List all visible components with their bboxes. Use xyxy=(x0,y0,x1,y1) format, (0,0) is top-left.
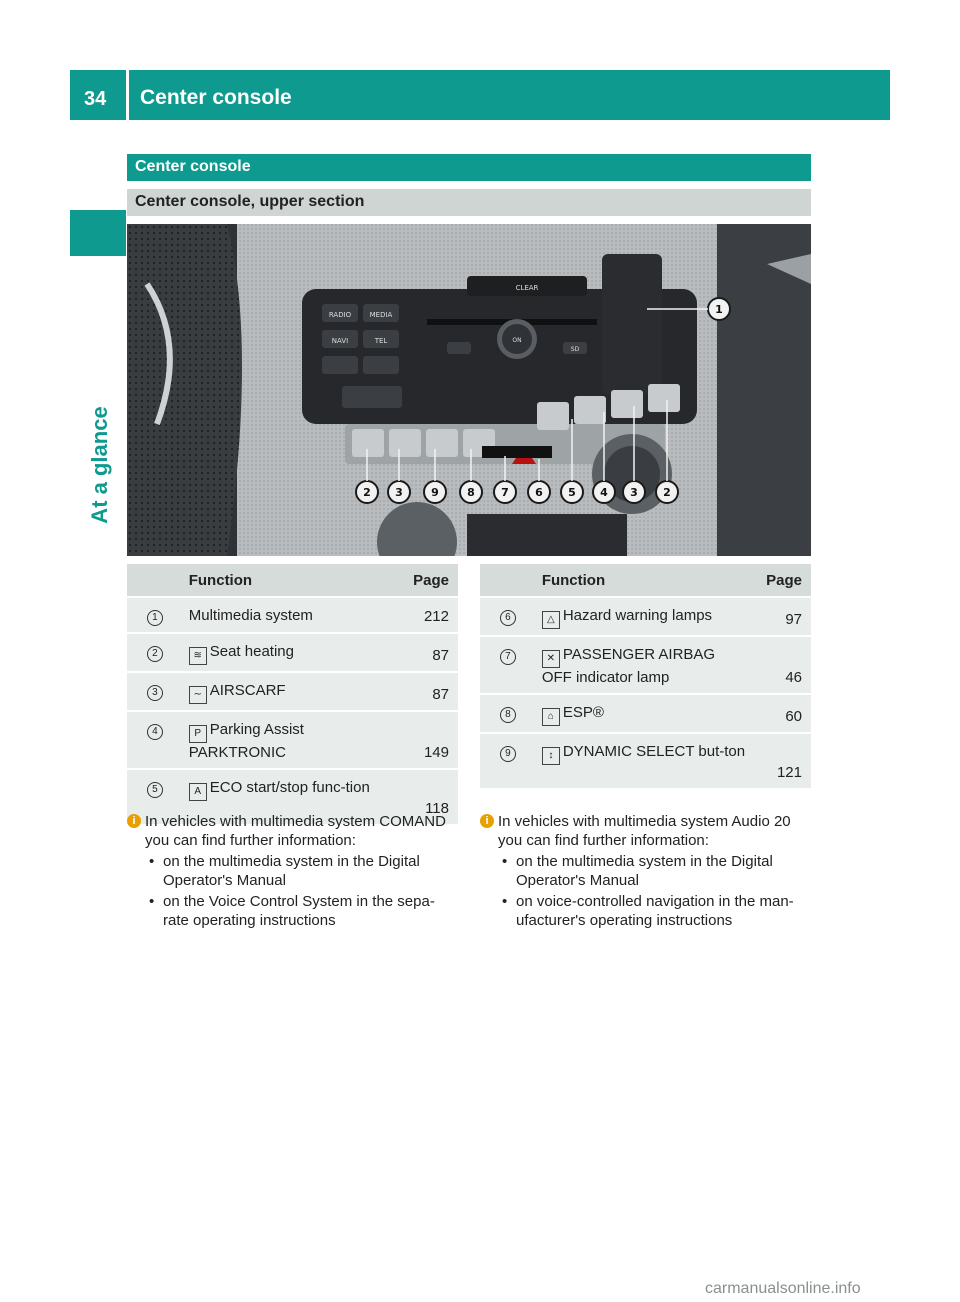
page-ref: 212 xyxy=(423,608,449,625)
svg-text:9: 9 xyxy=(431,486,439,499)
svg-text:5: 5 xyxy=(568,486,576,499)
note-text: In vehicles with multimedia system COMAND you can find further information: xyxy=(145,813,446,849)
eco-start-stop-icon: A xyxy=(189,783,207,801)
airscarf-icon: ∼ xyxy=(189,686,207,704)
page-ref: 97 xyxy=(785,611,802,628)
table-row xyxy=(480,734,811,788)
page-ref: 121 xyxy=(776,764,802,781)
console-illustration xyxy=(127,224,811,556)
table-header-row xyxy=(480,564,811,596)
list-item: • on the multimedia system in the Digital Operator's Manual xyxy=(502,853,773,889)
page-ref: 87 xyxy=(432,686,449,703)
table-row xyxy=(480,598,811,635)
side-tab-label-wrap xyxy=(80,400,120,530)
function-text: AIRSCARF xyxy=(209,682,286,699)
btn-radio: RADIO xyxy=(328,311,352,319)
item-number: 3 xyxy=(147,685,163,701)
subsection-title: Center console, upper section xyxy=(135,193,365,210)
function-text: Hazard warning lamps xyxy=(562,607,713,624)
page-number: 34 xyxy=(84,88,107,110)
section-title: Center console xyxy=(135,158,251,175)
item-number: 2 xyxy=(147,646,163,662)
header-divider xyxy=(126,70,129,120)
table-row xyxy=(127,598,458,632)
svg-text:2: 2 xyxy=(363,486,371,499)
table-row xyxy=(480,695,811,732)
seat-heating-icon: ≋ xyxy=(189,647,207,665)
btn-media: MEDIA xyxy=(369,311,393,319)
center-console-photo xyxy=(127,224,811,556)
svg-text:4: 4 xyxy=(600,486,608,499)
svg-text:6: 6 xyxy=(535,486,543,499)
info-icon: i xyxy=(127,814,141,828)
function-text: Parking Assist PARKTRONIC xyxy=(188,721,304,761)
col-num-header xyxy=(480,564,536,596)
page-ref: 46 xyxy=(785,669,802,686)
table-header-row xyxy=(127,564,458,596)
info-note-right xyxy=(480,812,811,932)
table-row xyxy=(127,712,458,768)
item-number: 1 xyxy=(147,610,163,626)
btn-navi: NAVI xyxy=(331,337,349,345)
subsection-heading xyxy=(127,189,811,216)
bullet-icon: • xyxy=(502,893,508,910)
hazard-warning-icon: △ xyxy=(542,611,560,629)
note-text: In vehicles with multimedia system Audio 20 you can find further information: xyxy=(498,813,791,849)
bullet-icon: • xyxy=(502,853,508,870)
function-text: PASSENGER AIRBAG OFF indicator lamp xyxy=(541,646,716,686)
page-ref: 87 xyxy=(432,647,449,664)
svg-text:3: 3 xyxy=(395,486,403,499)
btn-sd: SD xyxy=(570,346,580,353)
side-tab-marker xyxy=(70,210,126,256)
item-number: 5 xyxy=(147,782,163,798)
svg-text:1: 1 xyxy=(715,303,723,316)
esp-off-icon: ⌂ xyxy=(542,708,560,726)
col-page-header: Page xyxy=(755,564,811,596)
passenger-airbag-off-icon: ✕ xyxy=(542,650,560,668)
col-page-header: Page xyxy=(402,564,458,596)
info-note-left xyxy=(127,812,457,932)
item-number: 6 xyxy=(500,610,516,626)
function-text: ESP® xyxy=(562,704,604,721)
function-text: Seat heating xyxy=(209,643,294,660)
parking-assist-icon: P xyxy=(189,725,207,743)
page-ref: 149 xyxy=(423,744,449,761)
side-tab-label: At a glance xyxy=(87,406,112,524)
svg-text:2: 2 xyxy=(663,486,671,499)
dynamic-select-icon: ↕ xyxy=(542,747,560,765)
steering-wheel xyxy=(127,224,242,556)
page-header xyxy=(70,70,890,120)
svg-text:7: 7 xyxy=(501,486,509,499)
list-item: • on the multimedia system in the Digital Operator's Manual xyxy=(149,853,420,889)
list-item: • on the Voice Control System in the sepa-rate operating instructions xyxy=(149,893,435,929)
watermark: carmanualsonline.info xyxy=(705,1280,861,1297)
col-function-header: Function xyxy=(183,564,402,596)
function-text: ECO start/stop func-tion xyxy=(209,779,370,796)
item-number: 9 xyxy=(500,746,516,762)
function-table-right xyxy=(480,562,811,790)
function-table-left xyxy=(127,562,458,826)
section-heading xyxy=(127,154,811,181)
btn-clear: CLEAR xyxy=(515,284,539,292)
item-number: 7 xyxy=(500,649,516,665)
knob-on: ON xyxy=(512,337,522,344)
function-text: Multimedia system xyxy=(188,607,313,624)
table-row xyxy=(480,637,811,693)
col-num-header xyxy=(127,564,183,596)
table-row xyxy=(127,673,458,710)
page-ref: 118 xyxy=(425,800,449,817)
svg-text:3: 3 xyxy=(630,486,638,499)
info-icon: i xyxy=(480,814,494,828)
list-item: • on voice-controlled navigation in the man-ufacturer's operating instructions xyxy=(502,893,794,929)
col-function-header: Function xyxy=(536,564,755,596)
bullet-icon: • xyxy=(149,853,155,870)
table-row xyxy=(127,634,458,671)
function-text: DYNAMIC SELECT but-ton xyxy=(562,743,746,760)
svg-text:8: 8 xyxy=(467,486,475,499)
item-number: 8 xyxy=(500,707,516,723)
btn-tel: TEL xyxy=(374,337,388,345)
header-title: Center console xyxy=(140,86,292,109)
page-ref: 60 xyxy=(785,708,802,725)
item-number: 4 xyxy=(147,724,163,740)
bullet-icon: • xyxy=(149,893,155,910)
